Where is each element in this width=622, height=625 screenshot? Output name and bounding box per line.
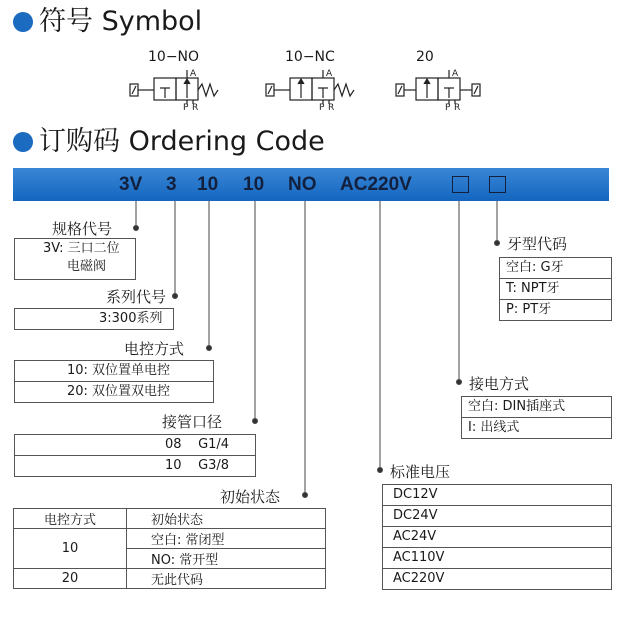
code-token-series: 3 <box>166 174 177 195</box>
table-row <box>14 529 326 549</box>
series-box <box>14 308 174 330</box>
port-size-code: 08 <box>165 437 182 452</box>
port-r-label: R <box>328 103 335 110</box>
table-header: 电控方式 <box>14 509 127 529</box>
port-p-label: P <box>183 103 189 110</box>
thread-row: P: PT牙 <box>506 302 552 317</box>
port-size-value: G1/4 <box>198 437 230 452</box>
port-size-box <box>14 434 256 477</box>
symbol-label-10-no: 10−NO <box>148 49 200 65</box>
state-value-cell: NO: 常开型 <box>127 549 326 569</box>
symbol-label-20: 20 <box>416 49 434 65</box>
voltage-row: AC24V <box>383 527 611 548</box>
table-header-row <box>14 509 326 529</box>
series-title: 系列代号 <box>106 288 167 306</box>
table-row <box>14 569 326 589</box>
port-r-label: R <box>192 103 199 110</box>
code-token-state: NO <box>288 174 317 195</box>
voltage-row: AC220V <box>393 571 445 586</box>
voltage-row: DC24V <box>383 506 611 527</box>
initial-state-table <box>13 508 326 589</box>
thread-row: T: NPT牙 <box>500 279 611 300</box>
thread-title: 牙型代码 <box>507 235 568 253</box>
state-mode-cell: 20 <box>14 569 127 589</box>
port-p-label: P <box>445 103 451 110</box>
code-token-voltage: AC220V <box>340 174 412 195</box>
control-row: 10: 双位置单电控 <box>15 361 213 382</box>
port-a-label: A <box>452 69 459 79</box>
spec-line: 电磁阀 <box>67 259 107 274</box>
table-header: 初始状态 <box>127 509 326 529</box>
control-row: 20: 双位置双电控 <box>67 384 171 399</box>
port-size-code: 10 <box>165 458 182 473</box>
control-title: 电控方式 <box>124 340 185 358</box>
symbol-heading-en: Symbol <box>101 6 203 37</box>
connection-row: 空白: DIN插座式 <box>462 397 611 418</box>
symbol-label-10-nc: 10−NC <box>285 49 335 65</box>
code-token-spec: 3V <box>119 174 143 195</box>
symbol-heading-cn: 符号 <box>39 6 93 37</box>
port-p-label: P <box>319 103 325 110</box>
state-mode-cell: 10 <box>14 529 127 569</box>
port-a-label: A <box>190 69 197 79</box>
state-value-cell: 空白: 常闭型 <box>127 529 326 549</box>
spec-line: 3V: 三口二位 <box>43 241 120 256</box>
spec-title: 规格代号 <box>52 220 113 238</box>
port-size-row <box>15 435 255 456</box>
code-token-port: 10 <box>243 174 265 195</box>
voltage-row: AC110V <box>383 548 611 569</box>
spec-box <box>14 238 136 280</box>
control-box <box>14 360 214 403</box>
port-a-label: A <box>326 69 333 79</box>
initial-state-title: 初始状态 <box>220 488 281 506</box>
port-size-title: 接管口径 <box>162 413 223 431</box>
port-size-row <box>15 456 255 476</box>
voltage-row: DC12V <box>383 485 611 506</box>
port-r-label: R <box>454 103 461 110</box>
ordering-heading-cn: 订购码 <box>39 126 120 157</box>
connection-row: I: 出线式 <box>468 420 520 435</box>
series-row: 3:300系列 <box>99 311 163 326</box>
ordering-heading-en: Ordering Code <box>128 126 325 157</box>
code-token-control: 10 <box>197 174 219 195</box>
state-value-cell: 无此代码 <box>127 569 326 589</box>
thread-row: 空白: G牙 <box>500 258 611 279</box>
connection-box <box>461 396 612 439</box>
connection-title: 接电方式 <box>469 375 530 393</box>
thread-box <box>499 257 612 321</box>
voltage-box <box>382 484 612 590</box>
port-size-value: G3/8 <box>198 458 230 473</box>
voltage-title: 标准电压 <box>390 463 451 481</box>
